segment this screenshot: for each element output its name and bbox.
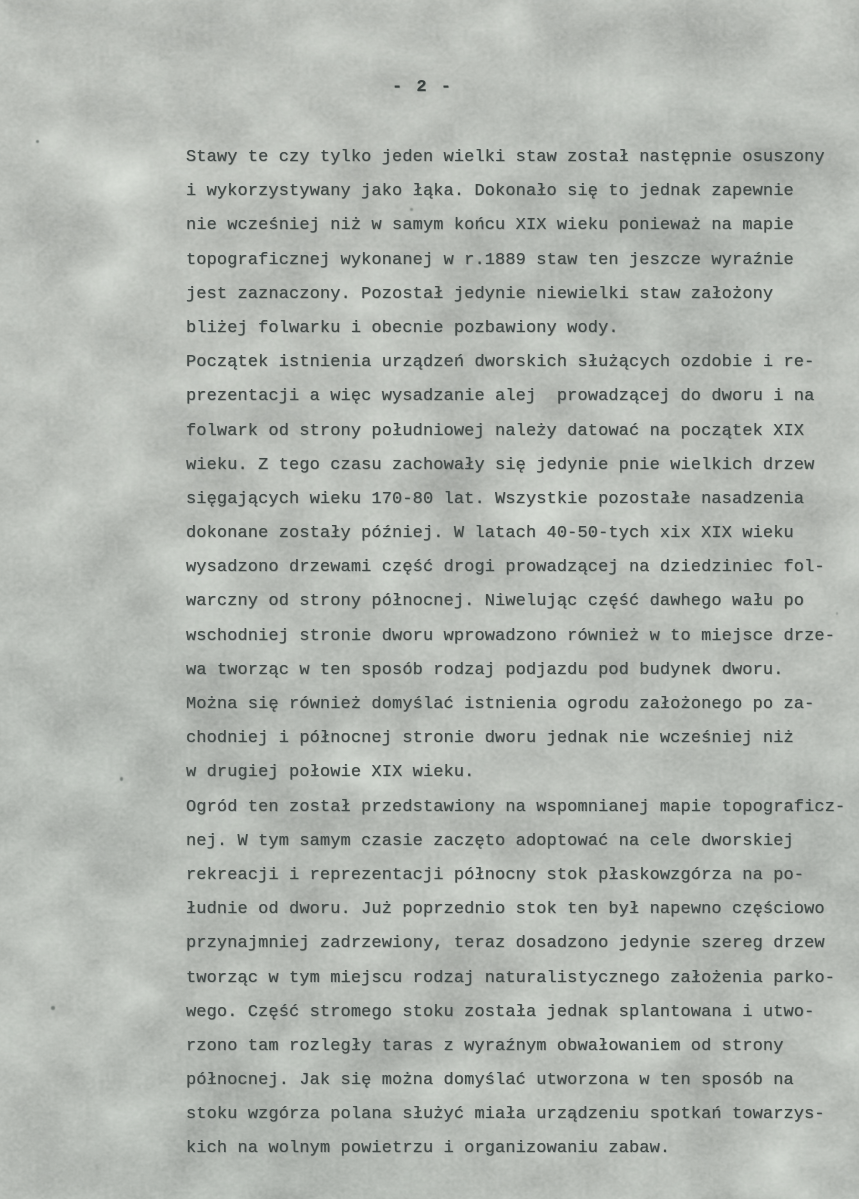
text-line: Stawy te czy tylko jeden wielki staw został następnie osuszony (186, 148, 825, 167)
text-line: topograficznej wykonanej w r.1889 staw ten jeszcze wyraźnie (186, 250, 794, 270)
text-line: w drugiej połowie XIX wieku. (186, 763, 475, 783)
text-line: wa tworząc w ten sposób rodzaj podjazdu pod budynek dworu. (186, 660, 784, 680)
ink-speck (120, 777, 123, 781)
text-line: wysadzono drzewami część drogi prowadzącej na dziedziniec fol- (186, 558, 825, 578)
text-line: Można się również domyślać istnienia ogrodu założonego po za- (186, 695, 815, 714)
text-line: łudnie od dworu. Już poprzednio stok ten był napewno częściowo (186, 900, 825, 920)
ink-speck (836, 612, 838, 615)
page-number: - 2 - (391, 78, 453, 97)
text-line: tworząc w tym miejscu rodzaj naturalistycznego założenia parko- (186, 968, 836, 988)
text-line: wieku. Z tego czasu zachowały się jedynie pnie wielkich drzew (186, 455, 815, 475)
text-line: Ogród ten został przedstawiony na wspomnianej mapie topograficz- (186, 797, 846, 817)
text-line: kich na wolnym powietrzu i organizowaniu zabaw. (186, 1139, 671, 1159)
ink-speck (51, 1006, 55, 1010)
text-line: nej. W tym samym czasie zaczęto adoptować na cele dworskiej (186, 831, 794, 851)
text-line: i wykorzystywany jako łąka. Dokonało się to jednak zapewnie (186, 182, 794, 202)
text-line: przynajmniej zadrzewiony, teraz dosadzono jedynie szereg drzew (186, 934, 825, 954)
text-line: wschodniej stronie dworu wprowadzono również w to miejsce drze- (186, 626, 836, 646)
text-line: prezentacji a więc wysadzanie alej prowadzącej do dworu i na (186, 387, 815, 407)
text-line: dokonane zostały później. W latach 40-50-tych xix XIX wieku (186, 524, 794, 544)
text-line: rekreacji i reprezentacji północny stok płaskowzgórza na po- (186, 865, 805, 885)
ink-speck (36, 140, 39, 143)
text-line: jest zaznaczony. Pozostał jedynie niewielki staw założony (186, 284, 774, 304)
text-line: wego. Część stromego stoku została jednak splantowana i utwo- (186, 1002, 815, 1022)
text-line: nie wcześniej niż w samym końcu XIX wieku ponieważ na mapie (186, 216, 794, 236)
text-line: Początek istnienia urządzeń dworskich służących ozdobie i re- (186, 353, 815, 373)
text-line: sięgających wieku 170-80 lat. Wszystkie pozostałe nasadzenia (186, 489, 805, 509)
typewritten-text (186, 141, 854, 1167)
text-line: rzono tam rozległy taras z wyraźnym obwałowaniem od strony (186, 1036, 784, 1056)
text-line: chodniej i północnej stronie dworu jednak nie wcześniej niż (186, 729, 794, 749)
text-line: warczny od strony północnej. Niwelując część dawhego wału po (186, 592, 805, 612)
text-line: północnej. Jak się można domyślać utworzona w ten sposób na (186, 1071, 794, 1091)
text-line: folwark od strony południowej należy datować na początek XIX (186, 421, 805, 441)
text-line: bliżej folwarku i obecnie pozbawiony wody. (186, 318, 619, 338)
text-line: stoku wzgórza polana służyć miała urządzeniu spotkań towarzys- (186, 1105, 825, 1125)
ink-speck (410, 208, 413, 211)
